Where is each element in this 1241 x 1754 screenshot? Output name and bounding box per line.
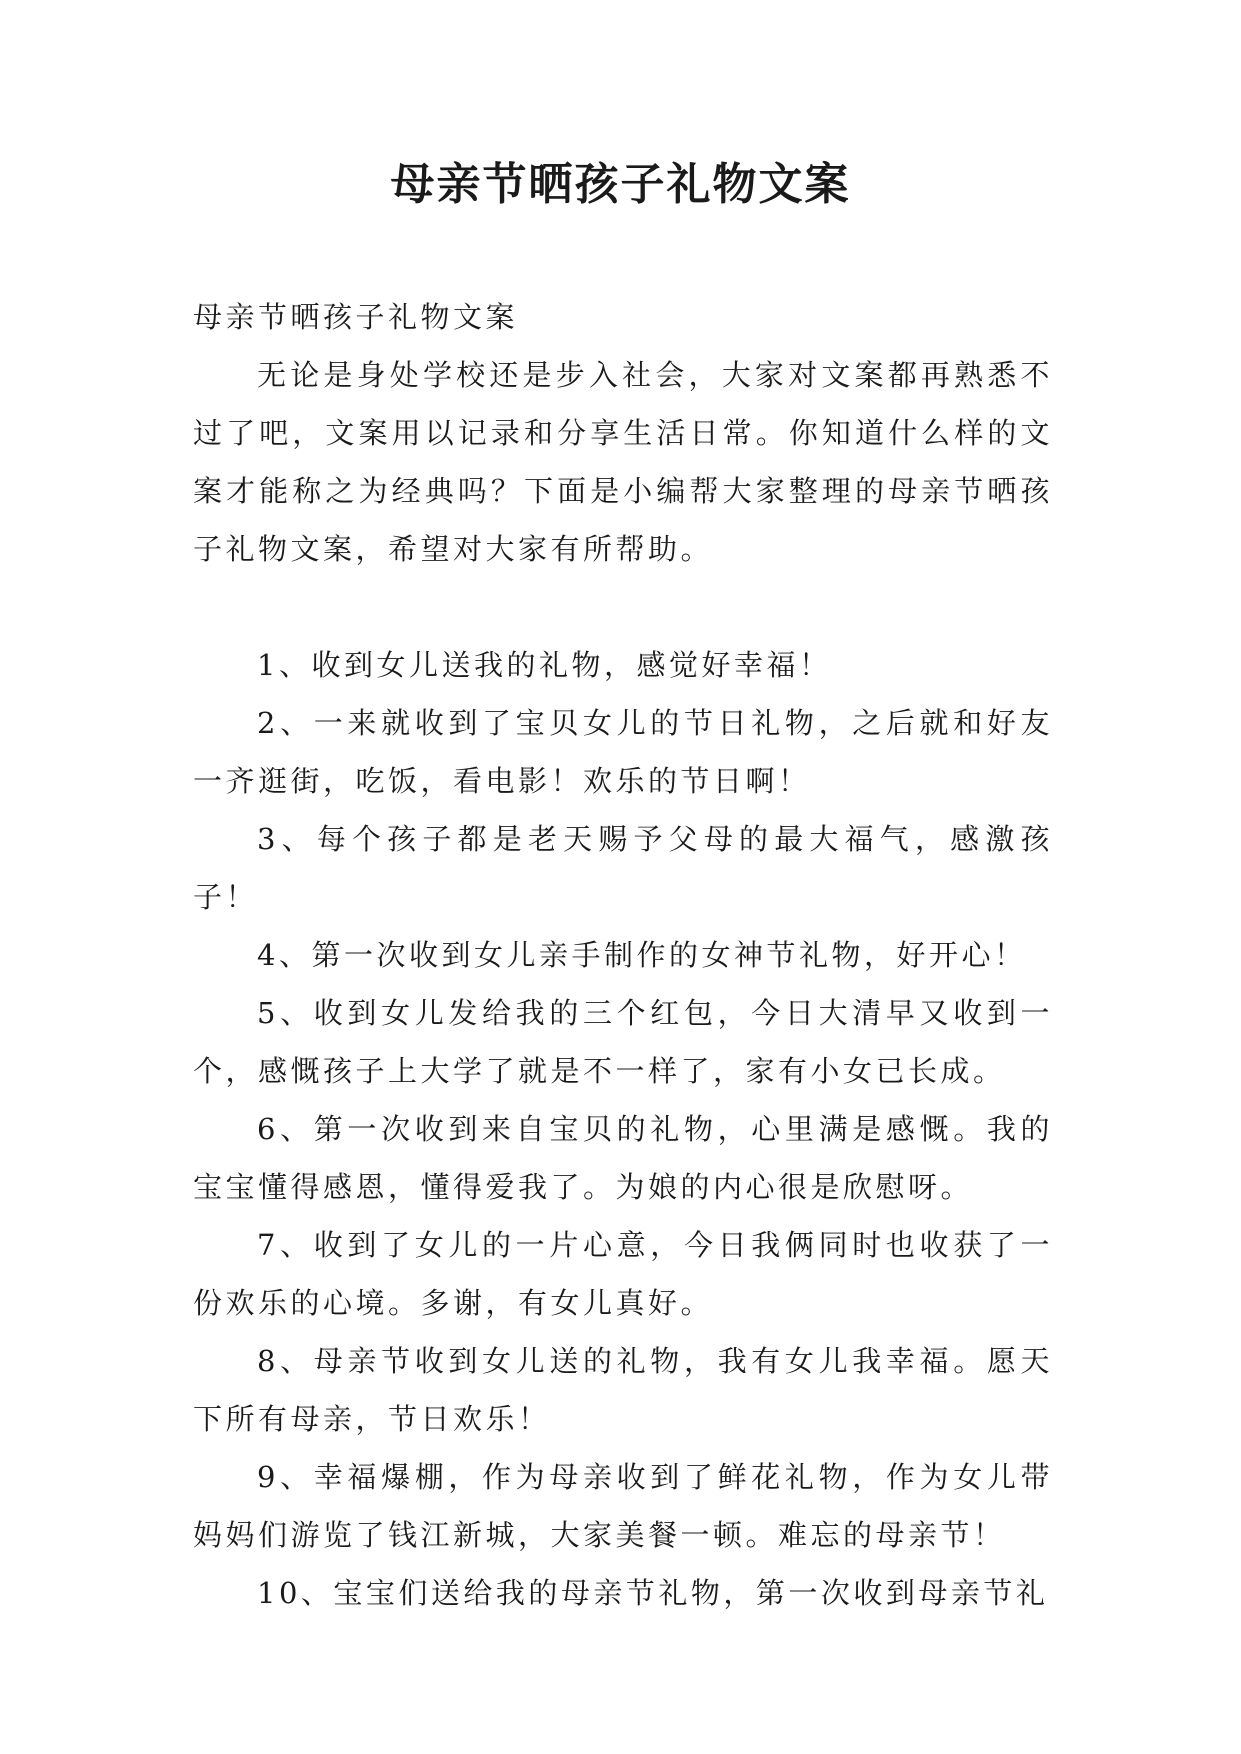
document-subtitle: 母亲节晒孩子礼物文案 xyxy=(193,300,519,334)
paragraph-spacer xyxy=(193,578,1053,636)
document-body xyxy=(193,288,1053,1622)
list-item: 7、收到了女儿的一片心意，今日我俩同时也收获了一份欢乐的心境。多谢，有女儿真好。 xyxy=(193,1228,1053,1320)
list-item: 4、第一次收到女儿亲手制作的女神节礼物，好开心！ xyxy=(257,938,1027,972)
list-item: 8、母亲节收到女儿送的礼物，我有女儿我幸福。愿天下所有母亲，节日欢乐！ xyxy=(193,1344,1053,1436)
list-item: 9、幸福爆棚，作为母亲收到了鲜花礼物，作为女儿带妈妈们游览了钱江新城，大家美餐一顿。难忘的母亲节！ xyxy=(193,1460,1053,1552)
list-item: 6、第一次收到来自宝贝的礼物，心里满是感慨。我的宝宝懂得感恩，懂得爱我了。为娘的内心很是欣慰呀。 xyxy=(193,1112,1053,1204)
list-item: 10、宝宝们送给我的母亲节礼物，第一次收到母亲节礼 xyxy=(257,1576,1049,1610)
document-title: 母亲节晒孩子礼物文案 xyxy=(390,159,851,210)
list-item: 1、收到女儿送我的礼物，感觉好幸福！ xyxy=(257,648,832,682)
list-item: 3、每个孩子都是老天赐予父母的最大福气，感激孩子！ xyxy=(193,822,1053,914)
intro-paragraph: 无论是身处学校还是步入社会，大家对文案都再熟悉不过了吧，文案用以记录和分享生活日常。你知道什么样的文案才能称之为经典吗？下面是小编帮大家整理的母亲节晒孩子礼物文案，希望对大家有所帮助。 xyxy=(193,358,1053,566)
list-item: 5、收到女儿发给我的三个红包，今日大清早又收到一个，感慨孩子上大学了就是不一样了，家有小女已长成。 xyxy=(193,996,1053,1088)
list-item: 2、一来就收到了宝贝女儿的节日礼物，之后就和好友一齐逛街，吃饭，看电影！欢乐的节日啊！ xyxy=(193,706,1053,798)
